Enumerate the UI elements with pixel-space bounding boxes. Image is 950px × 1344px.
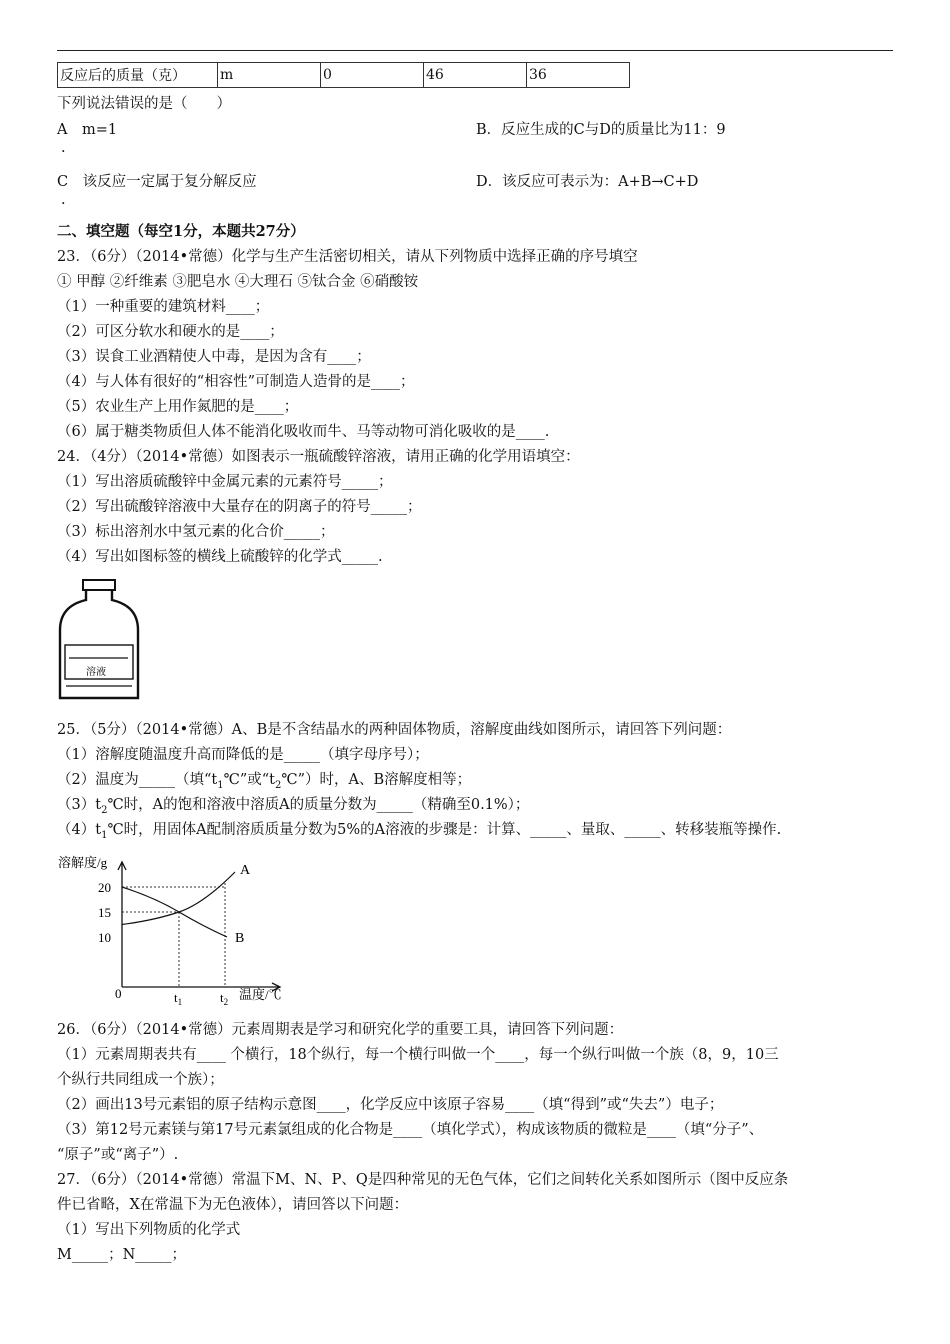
row-label-cell: 反应后的质量（克） (58, 63, 218, 88)
q22-option-c-dot: . (61, 192, 66, 208)
series-label-a: A (240, 863, 251, 878)
x-tick-label: $t_1$ (174, 990, 183, 1007)
q27-item-1-blanks: M_____；N_____； (57, 1247, 187, 1263)
q26-item-3a: （3）第12号元素镁与第17号元素氯组成的化合物是____（填化学式），构成该物质的微粒是____（填“分子”、 (57, 1122, 764, 1138)
series-label-b: B (235, 931, 245, 946)
bottle-body (60, 590, 138, 698)
q24-item-4: （4）写出如图标签的横线上硫酸锌的化学式_____. (57, 549, 383, 565)
table-row (58, 63, 630, 88)
solubility-chart (55, 852, 305, 1012)
q24-item-3: （3）标出溶剂水中氢元素的化合价_____； (57, 524, 335, 540)
bottle-cap (83, 580, 115, 590)
y-axis-label: 溶解度/g (58, 855, 108, 870)
q27-stem-b: 件已省略，X在常温下为无色液体），请回答以下问题： (57, 1197, 409, 1213)
origin-label: 0 (115, 986, 122, 1001)
y-tick-label: 10 (98, 930, 111, 945)
q27-stem-a: 27．（6分）（2014•常德）常温下M、N、P、Q是四种常见的无色气体，它们之间转化关系如图所示（图中反应条 (57, 1172, 789, 1188)
q23-item-1: （1）一种重要的建筑材料____； (57, 299, 270, 315)
table-cell: m (218, 63, 321, 88)
q23-item-4: （4）与人体有很好的“相容性”可制造人造骨的是____； (57, 374, 415, 390)
x-tick-label: $t_2$ (220, 990, 229, 1007)
q25-item-2: （2）温度为_____（填“$t_1℃$”或“$t_2℃$”）时，A、B溶解度相等； (57, 772, 472, 791)
q26-item-2: （2）画出13号元素铝的原子结构示意图____，化学反应中该原子容易____（填“得到”或“失去”）电子； (57, 1097, 724, 1113)
y-tick-label: 20 (98, 880, 111, 895)
q23-item-3: （3）误食工业酒精使人中毒，是因为含有____； (57, 349, 371, 365)
q24-item-2: （2）写出硫酸锌溶液中大量存在的阴离子的符号_____； (57, 499, 422, 515)
table-cell: 36 (527, 63, 630, 88)
q27-item-1: （1）写出下列物质的化学式 (57, 1222, 241, 1238)
q24-stem: 24．（4分）（2014•常德）如图表示一瓶硫酸锌溶液，请用正确的化学用语填空： (57, 449, 580, 465)
reagent-bottle-figure (56, 578, 142, 704)
q26-item-3b: “原子”或“离子”）. (57, 1147, 179, 1163)
q23-stem: 23．（6分）（2014•常德）化学与生产生活密切相关，请从下列物质中选择正确的序号填空 (57, 249, 638, 265)
table-cell: 46 (424, 63, 527, 88)
q25-stem: 25．（5分）（2014•常德）A、B是不含结晶水的两种固体物质，溶解度曲线如图所示，请回答下列问题： (57, 722, 732, 738)
table-cell: 0 (321, 63, 424, 88)
q22-option-a: A m=1 (57, 122, 118, 138)
x-axis-label: 温度/℃ (239, 987, 282, 1002)
q22-option-d: D．该反应可表示为：A+B→C+D (476, 174, 699, 190)
y-tick-label: 15 (98, 905, 111, 920)
q23-item-2: （2）可区分软水和硬水的是____； (57, 324, 284, 340)
q25-item-3: $(3)t_2℃$时，A的饱和溶液中溶质A的质量分数为_____（精确至0.1%）； (57, 797, 530, 816)
reaction-mass-table (57, 62, 630, 88)
top-rule (57, 50, 893, 51)
q23-choices: ① 甲醇 ②纤维素 ③肥皂水 ④大理石 ⑤钛合金 ⑥硝酸铵 (57, 274, 419, 290)
q26-stem: 26．（6分）（2014•常德）元素周期表是学习和研究化学的重要工具，请回答下列问题： (57, 1022, 624, 1038)
q22-option-b: B．反应生成的C与D的质量比为11：9 (476, 122, 726, 138)
q26-item-1b: 个纵行共同组成一个族）； (57, 1072, 224, 1088)
q22-option-a-dot: . (61, 140, 66, 156)
q26-item-1a: （1）元素周期表共有____ 个横行，18个纵行，每一个横行叫做一个____，每一个纵行叫做一个族（8，9，10三 (57, 1047, 779, 1063)
section-heading: 二、填空题（每空1分，本题共27分） (57, 223, 305, 240)
q23-item-6: （6）属于糖类物质但人体不能消化吸收而牛、马等动物可消化吸收的是____. (57, 424, 550, 440)
label-text: 溶液 (86, 667, 106, 678)
q22-prompt: 下列说法错误的是（ ） (57, 96, 231, 112)
q24-item-1: （1）写出溶质硫酸锌中金属元素的元素符号_____； (57, 474, 393, 490)
q25-item-1: （1）溶解度随温度升高而降低的是_____（填字母序号）； (57, 747, 429, 763)
q25-item-4: $(4)t_1℃$时，用固体A配制溶质质量分数为5%的A溶液的步骤是：计算、_____、量取、_____、转移装瓶等操作. (57, 822, 782, 841)
q23-item-5: （5）农业生产上用作氮肥的是____； (57, 399, 299, 415)
q22-option-c: C 该反应一定属于复分解反应 (57, 174, 257, 190)
